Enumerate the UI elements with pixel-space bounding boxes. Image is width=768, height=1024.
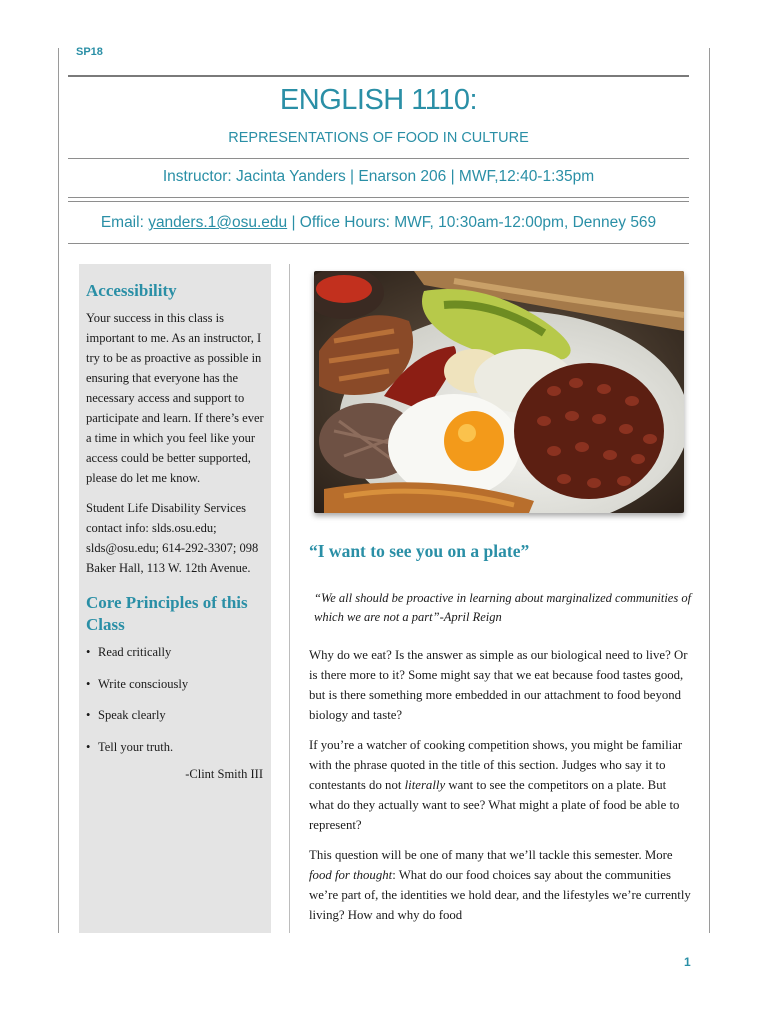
accessibility-heading: Accessibility — [86, 281, 177, 300]
column-divider — [289, 264, 290, 933]
paragraph-2-part-b: want to see the competitors on a plate. But what do they actually want to see? What might a plate of food be able to represent? — [309, 778, 680, 832]
body-text — [309, 645, 691, 935]
instructor-line: Instructor: Jacinta Yanders | Enarson 206 | MWF,12:40-1:35pm — [162, 168, 595, 185]
course-subtitle: REPRESENTATIONS OF FOOD IN CULTURE — [228, 130, 529, 146]
principle-item: • Write consciously — [86, 674, 265, 694]
term-label: SP18 — [76, 46, 103, 58]
header-rule-2 — [68, 197, 689, 198]
principles-list — [86, 642, 265, 757]
contact-line — [68, 214, 689, 232]
paragraph-3-part-b: : What do our food choices say about the communities we’re part of, the identities we hold dear, and the lifestyles we’re currently living? How and why do food — [309, 868, 691, 922]
principles-heading: Core Principles of this Class — [86, 593, 248, 634]
accessibility-text: Your success in this class is important to me. As an instructor, I try to be as proactive as possible in ensuring that everyone has the necessary access and support to participate and learn. If there’s ever a time in which you feel like your access could be better supported, please do let me know. — [86, 311, 264, 485]
header-rule-top — [68, 75, 689, 77]
food-plate-photo — [314, 271, 684, 513]
header-rule-1 — [68, 158, 689, 159]
paragraph-3-part-a: This question will be one of many that we’ll tackle this semester. More — [309, 848, 673, 862]
office-hours: | Office Hours: MWF, 10:30am-12:00pm, Denney 569 — [287, 214, 657, 231]
paragraph-2 — [309, 735, 691, 835]
emphasis-literally: literally — [404, 778, 446, 792]
principle-item: • Read critically — [86, 642, 265, 662]
paragraph-1: Why do we eat? Is the answer as simple as our biological need to live? Or is there more to it? Some might say that we eat because food tastes good, but is there something more embedded in our attachment to food beyond biology and taste? — [309, 648, 688, 722]
header-rule-4 — [68, 243, 689, 244]
page-border-left — [58, 48, 59, 933]
page-number: 1 — [684, 955, 691, 969]
header-rule-3 — [68, 201, 689, 202]
epigraph-quote: “We all should be proactive in learning about marginalized communities of which we are not a part”-April Reign — [314, 591, 692, 624]
section-heading: “I want to see you on a plate” — [309, 541, 530, 561]
principle-item: • Speak clearly — [86, 705, 265, 725]
page-border-right — [709, 48, 710, 933]
paragraph-2-part-a: If you’re a watcher of cooking competition shows, you might be familiar with the phrase quoted in the title of this section. Judges who say it to contestants do not — [309, 738, 683, 792]
email-label: Email: — [100, 214, 149, 231]
principle-item: • Tell your truth. — [86, 737, 265, 757]
email-link[interactable]: yanders.1@osu.edu — [148, 214, 288, 231]
course-title: ENGLISH 1110: — [279, 84, 478, 116]
paragraph-3 — [309, 845, 691, 925]
emphasis-food-for-thought: food for thought — [309, 868, 393, 882]
sidebar — [79, 264, 271, 933]
principles-attribution: -Clint Smith III — [185, 767, 263, 781]
sld-contact-text: Student Life Disability Services contact info: slds.osu.edu; slds@osu.edu; 614-292-3307; 098 Baker Hall, 113 W. 12th Avenue. — [86, 501, 259, 575]
